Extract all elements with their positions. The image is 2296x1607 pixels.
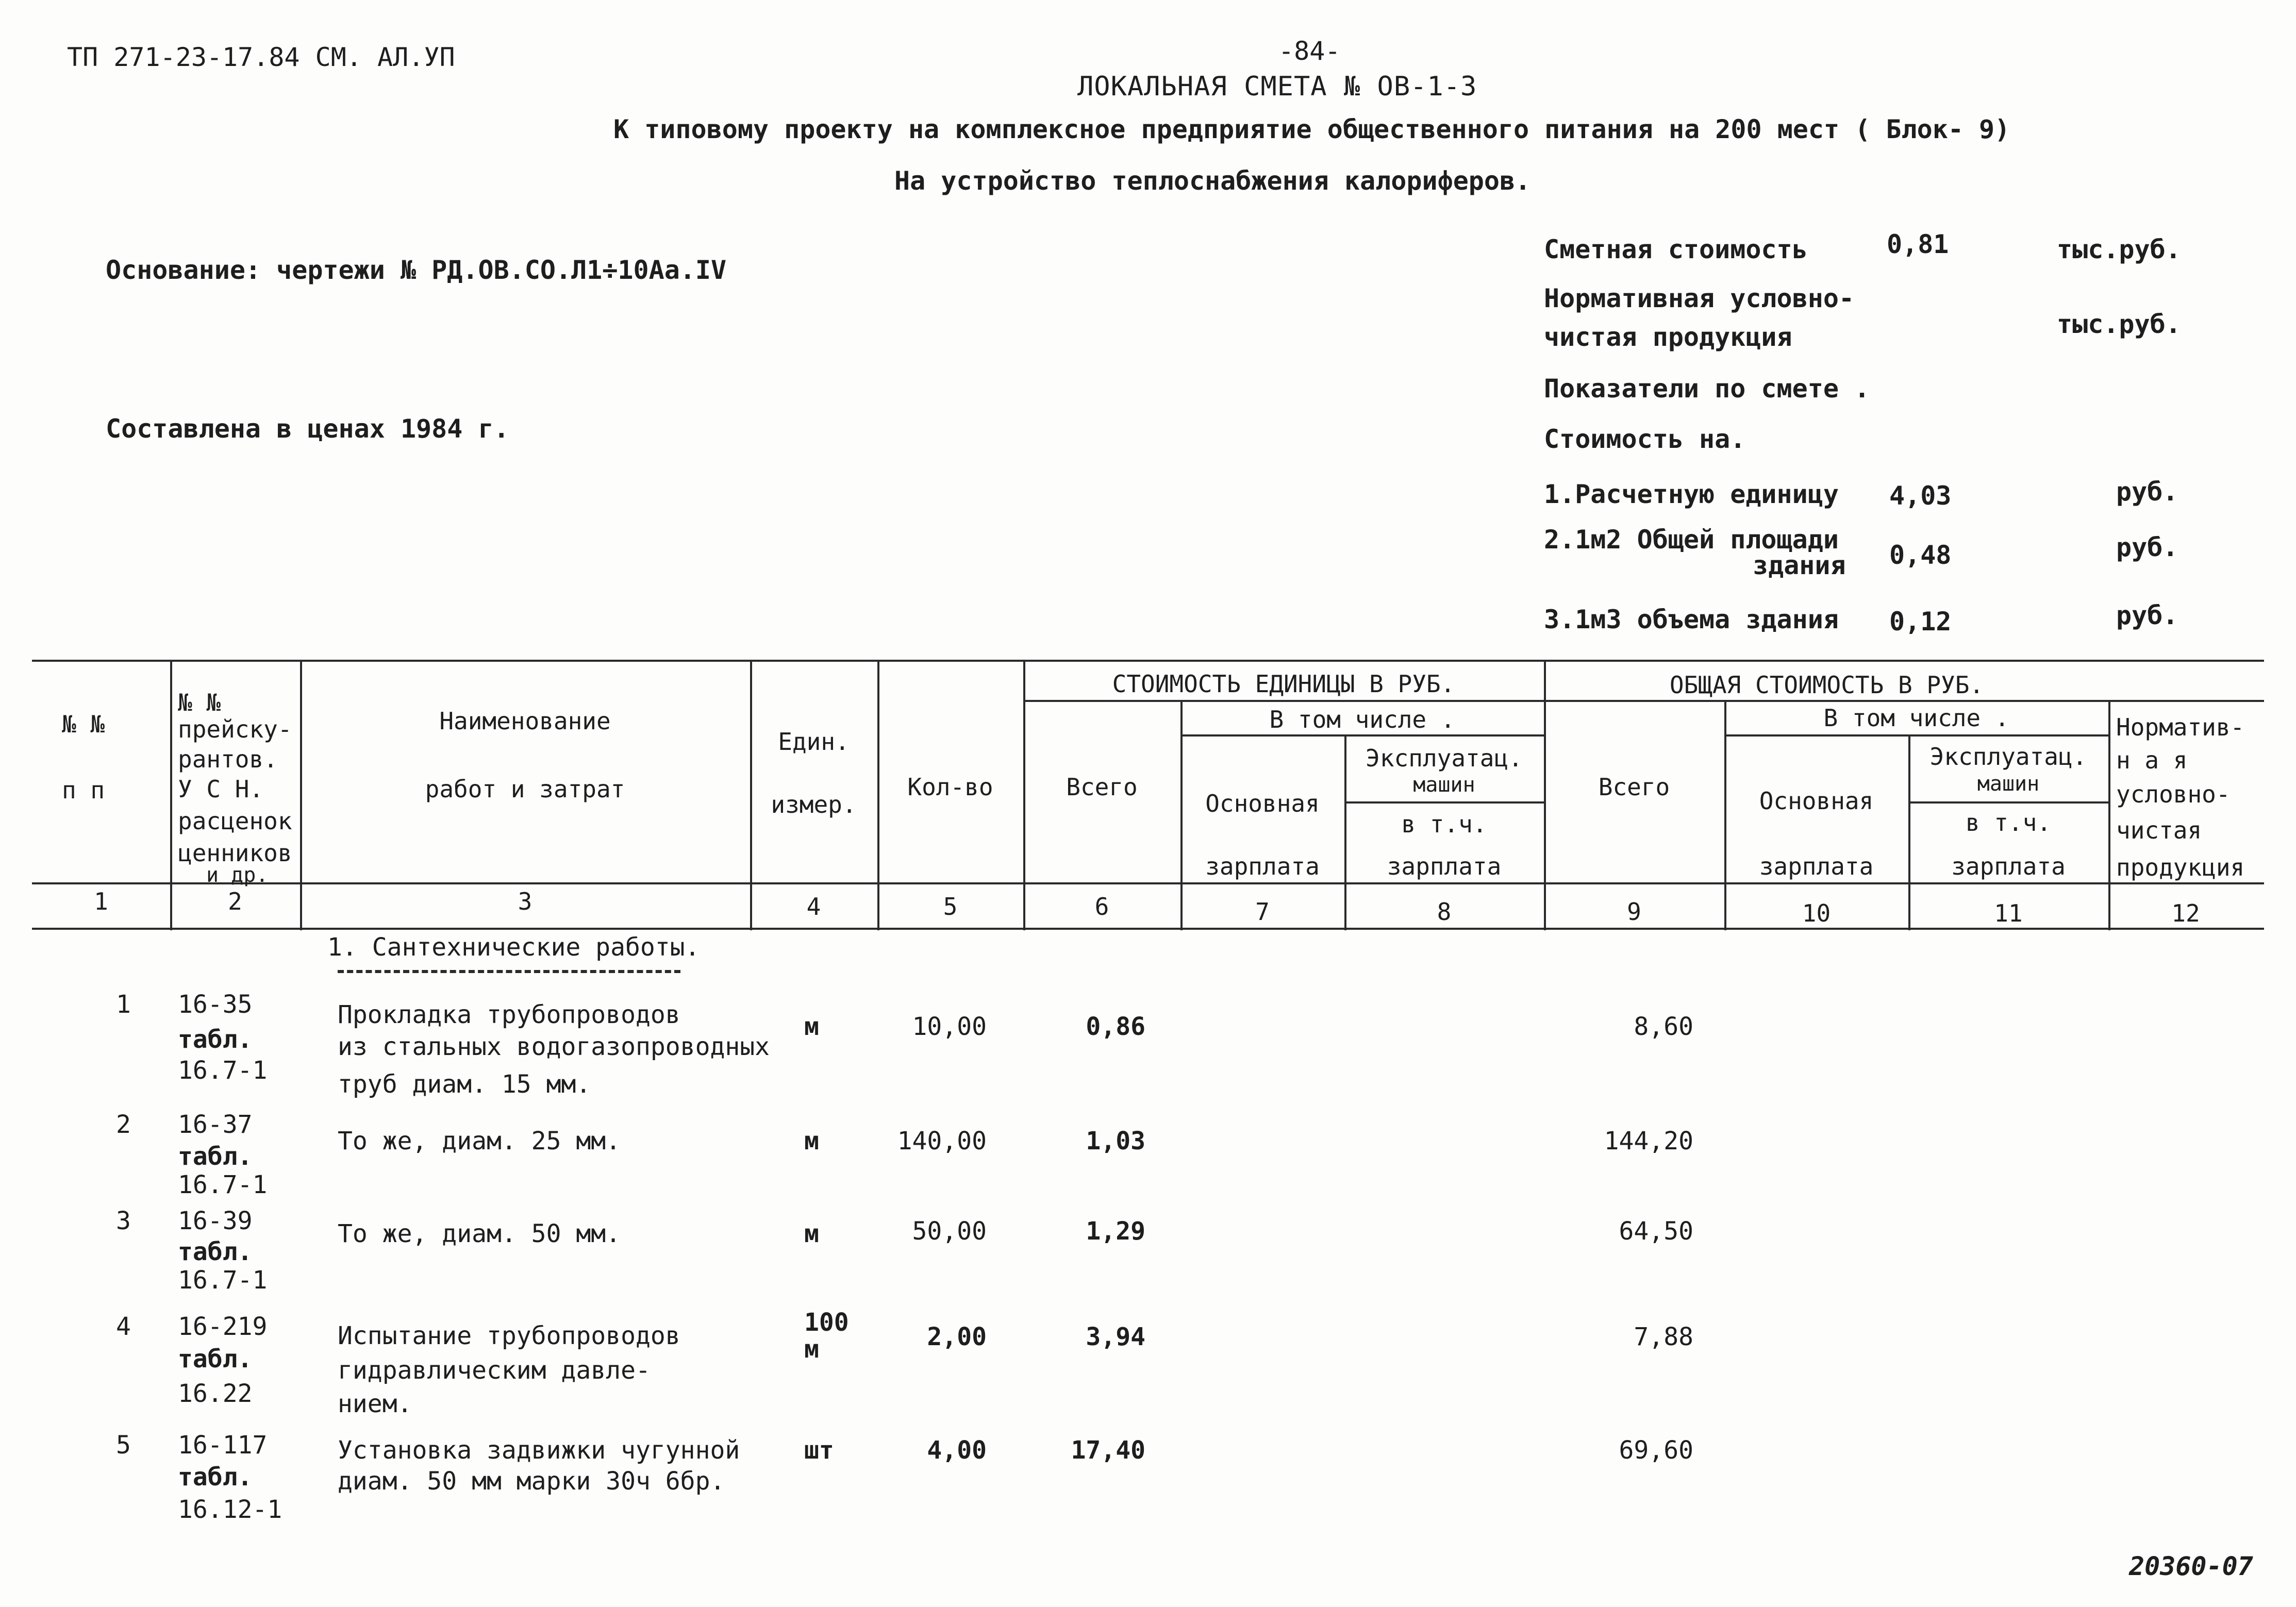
unit-incl-header: В том числе . bbox=[1269, 706, 1455, 733]
section-underline bbox=[338, 970, 680, 973]
col-number-11: 11 bbox=[1994, 899, 2023, 927]
row-name-line1: Испытание трубопроводов bbox=[338, 1321, 680, 1350]
col11-header-line1: Эксплуатац. bbox=[1929, 743, 2087, 771]
col12-header-line2: н а я bbox=[2116, 746, 2188, 774]
col-number-3: 3 bbox=[518, 888, 533, 915]
row-code-line1: 16-39 bbox=[178, 1207, 253, 1235]
col11-header-line3: в т.ч. bbox=[1965, 809, 2052, 836]
row-code-line1: 16-117 bbox=[178, 1431, 268, 1460]
indicator-1-label: 1.Расчетную единицу bbox=[1544, 479, 1839, 509]
col-number-8: 8 bbox=[1437, 898, 1452, 926]
project-subtitle: К типовому проекту на комплексное предприятие общественного питания на 200 мест ( Блок- 9) bbox=[613, 114, 2010, 144]
estimated-cost-label: Сметная стоимость bbox=[1544, 235, 1808, 264]
col-number-2: 2 bbox=[228, 888, 242, 915]
row-number: 3 bbox=[116, 1207, 131, 1235]
normative-label-line2: чистая продукция bbox=[1544, 322, 1792, 352]
row-code-line2: табл. bbox=[178, 1345, 253, 1374]
price-basis-text: Составлена в ценах 1984 г. bbox=[106, 414, 509, 444]
row-number: 4 bbox=[116, 1312, 131, 1341]
row-unit: м bbox=[804, 1127, 819, 1156]
estimated-cost-value: 0,81 bbox=[1887, 229, 1949, 259]
indicator-2-label-line2: здания bbox=[1753, 550, 1846, 580]
col11-header-line2: машин bbox=[1977, 772, 2040, 796]
col-number-10: 10 bbox=[1802, 899, 1831, 927]
row-name-line2: диам. 50 мм марки 30ч 6бр. bbox=[338, 1467, 725, 1496]
document-title: ЛОКАЛЬНАЯ СМЕТА № ОВ-1-3 bbox=[1077, 71, 1477, 102]
row-total: 64,50 bbox=[1619, 1217, 1693, 1246]
row-code-line3: 16.7-1 bbox=[178, 1056, 268, 1085]
row-name-line3: труб диам. 15 мм. bbox=[338, 1070, 591, 1099]
indicators-label: Показатели по смете . bbox=[1544, 374, 1870, 404]
basis-text: Основание: чертежи № РД.ОВ.СО.Л1÷10Аа.IV bbox=[106, 255, 727, 285]
col-number-7: 7 bbox=[1255, 898, 1270, 926]
total-cost-group-header: ОБЩАЯ СТОИМОСТЬ В РУБ. bbox=[1669, 671, 1984, 699]
col6-header: Всего bbox=[1066, 773, 1138, 801]
col1-header-line2: п п bbox=[62, 776, 105, 804]
row-code-line3: 16.12-1 bbox=[178, 1495, 282, 1524]
row-total: 144,20 bbox=[1604, 1127, 1693, 1156]
row-code-line2: табл. bbox=[178, 1237, 253, 1266]
indicator-2-unit: руб. bbox=[2116, 532, 2178, 562]
col2-header-line1: № № bbox=[178, 689, 221, 716]
col4-header-line1: Един. bbox=[778, 728, 850, 756]
row-code-line2: табл. bbox=[178, 1025, 253, 1054]
row-code-line1: 16-35 bbox=[178, 990, 253, 1019]
col7-header-line1: Основная bbox=[1205, 790, 1320, 817]
row-number: 2 bbox=[116, 1110, 131, 1139]
normative-label-line1: Нормативная условно- bbox=[1544, 283, 1855, 313]
col12-header-line1: Норматив- bbox=[2116, 713, 2245, 741]
row-unit-total: 1,03 bbox=[1086, 1127, 1145, 1156]
indicator-2-value: 0,48 bbox=[1889, 540, 1952, 570]
row-code-line2: табл. bbox=[178, 1463, 253, 1492]
col3-header-line1: Наименование bbox=[439, 707, 611, 735]
row-unit: м bbox=[804, 1012, 819, 1041]
row-code-line3: 16.7-1 bbox=[178, 1170, 268, 1199]
indicator-3-label: 3.1м3 объема здания bbox=[1544, 605, 1839, 634]
col-number-9: 9 bbox=[1627, 898, 1641, 926]
row-code-line2: табл. bbox=[178, 1142, 253, 1171]
estimated-cost-unit: тыс.руб. bbox=[2057, 235, 2181, 264]
row-total: 7,88 bbox=[1634, 1323, 1693, 1351]
row-quantity: 2,00 bbox=[927, 1323, 987, 1351]
col-number-4: 4 bbox=[806, 893, 821, 920]
row-name-line1: То же, диам. 50 мм. bbox=[338, 1219, 621, 1248]
col2-header-line5: расценок bbox=[178, 807, 292, 835]
col12-header-line3: условно- bbox=[2116, 780, 2231, 808]
indicator-1-unit: руб. bbox=[2116, 477, 2178, 507]
row-unit-total: 17,40 bbox=[1071, 1436, 1145, 1465]
row-total: 69,60 bbox=[1619, 1436, 1693, 1465]
col5-header: Кол-во bbox=[907, 773, 993, 801]
row-name-line1: Установка задвижки чугунной bbox=[338, 1436, 740, 1465]
row-name-line3: нием. bbox=[338, 1390, 412, 1418]
indicator-1-value: 4,03 bbox=[1889, 481, 1952, 511]
page-number: -84- bbox=[1278, 36, 1341, 66]
col4-header-line2: измер. bbox=[771, 791, 857, 818]
col2-header-line2: прейску- bbox=[178, 715, 292, 743]
work-subtitle: На устройство теплоснабжения калориферов. bbox=[894, 166, 1531, 196]
row-unit: м bbox=[804, 1219, 819, 1248]
cost-per-label: Стоимость на. bbox=[1544, 424, 1746, 454]
document-code: ТП 271-23-17.84 СМ. АЛ.УП bbox=[67, 42, 455, 72]
col2-header-line7: и др. bbox=[206, 863, 269, 887]
total-incl-header: В том числе . bbox=[1823, 704, 2009, 732]
col8-header-line1: Эксплуатац. bbox=[1366, 744, 1523, 772]
row-number: 1 bbox=[116, 990, 131, 1019]
indicator-2-label-line1: 2.1м2 Общей площади bbox=[1544, 525, 1839, 555]
col8-header-line2: машин bbox=[1413, 773, 1475, 797]
indicator-3-value: 0,12 bbox=[1889, 607, 1952, 637]
col2-header-line3: рантов. bbox=[178, 745, 278, 773]
row-code-line3: 16.7-1 bbox=[178, 1266, 268, 1295]
col10-header-line2: зарплата bbox=[1759, 852, 1874, 880]
row-number: 5 bbox=[116, 1431, 131, 1460]
section-title: 1. Сантехнические работы. bbox=[327, 933, 700, 962]
row-unit: 100 м bbox=[804, 1308, 849, 1364]
row-unit-total: 1,29 bbox=[1086, 1217, 1145, 1246]
row-code-line1: 16-219 bbox=[178, 1312, 268, 1341]
row-quantity: 140,00 bbox=[897, 1127, 987, 1156]
col10-header-line1: Основная bbox=[1759, 787, 1874, 815]
indicator-3-unit: руб. bbox=[2116, 600, 2178, 630]
row-quantity: 50,00 bbox=[912, 1217, 987, 1246]
col2-header-line6: ценников bbox=[178, 839, 292, 867]
col7-header-line2: зарплата bbox=[1205, 852, 1320, 880]
row-unit-total: 3,94 bbox=[1086, 1323, 1145, 1351]
col1-header-line1: № № bbox=[62, 710, 105, 738]
row-quantity: 4,00 bbox=[927, 1436, 987, 1465]
col8-header-line4: зарплата bbox=[1387, 852, 1502, 880]
col2-header-line4: У С Н. bbox=[178, 775, 264, 803]
row-total: 8,60 bbox=[1634, 1012, 1693, 1041]
col9-header: Всего bbox=[1598, 773, 1670, 801]
col3-header-line2: работ и затрат bbox=[425, 775, 625, 803]
col8-header-line3: в т.ч. bbox=[1401, 810, 1487, 838]
col11-header-line4: зарплата bbox=[1951, 852, 2066, 880]
normative-unit: тыс.руб. bbox=[2057, 309, 2181, 339]
col12-header-line5: продукция bbox=[2116, 853, 2245, 881]
col-number-5: 5 bbox=[943, 893, 958, 920]
col-number-6: 6 bbox=[1094, 893, 1109, 920]
row-name-line2: из стальных водогазопроводных bbox=[338, 1032, 770, 1061]
row-name-line2: гидравлическим давле- bbox=[338, 1356, 651, 1385]
row-code-line1: 16-37 bbox=[178, 1110, 253, 1139]
unit-cost-group-header: СТОИМОСТЬ ЕДИНИЦЫ В РУБ. bbox=[1112, 670, 1455, 698]
row-code-line3: 16.22 bbox=[178, 1379, 253, 1408]
row-name-line1: То же, диам. 25 мм. bbox=[338, 1127, 621, 1156]
col-number-12: 12 bbox=[2171, 899, 2200, 927]
col-number-1: 1 bbox=[94, 888, 108, 915]
row-name-line1: Прокладка трубопроводов bbox=[338, 1000, 680, 1029]
archive-stamp: 20360-07 bbox=[2129, 1551, 2253, 1581]
row-unit-total: 0,86 bbox=[1086, 1012, 1145, 1041]
col12-header-line4: чистая bbox=[2116, 816, 2202, 844]
row-unit: шт bbox=[804, 1436, 834, 1465]
row-quantity: 10,00 bbox=[912, 1012, 987, 1041]
